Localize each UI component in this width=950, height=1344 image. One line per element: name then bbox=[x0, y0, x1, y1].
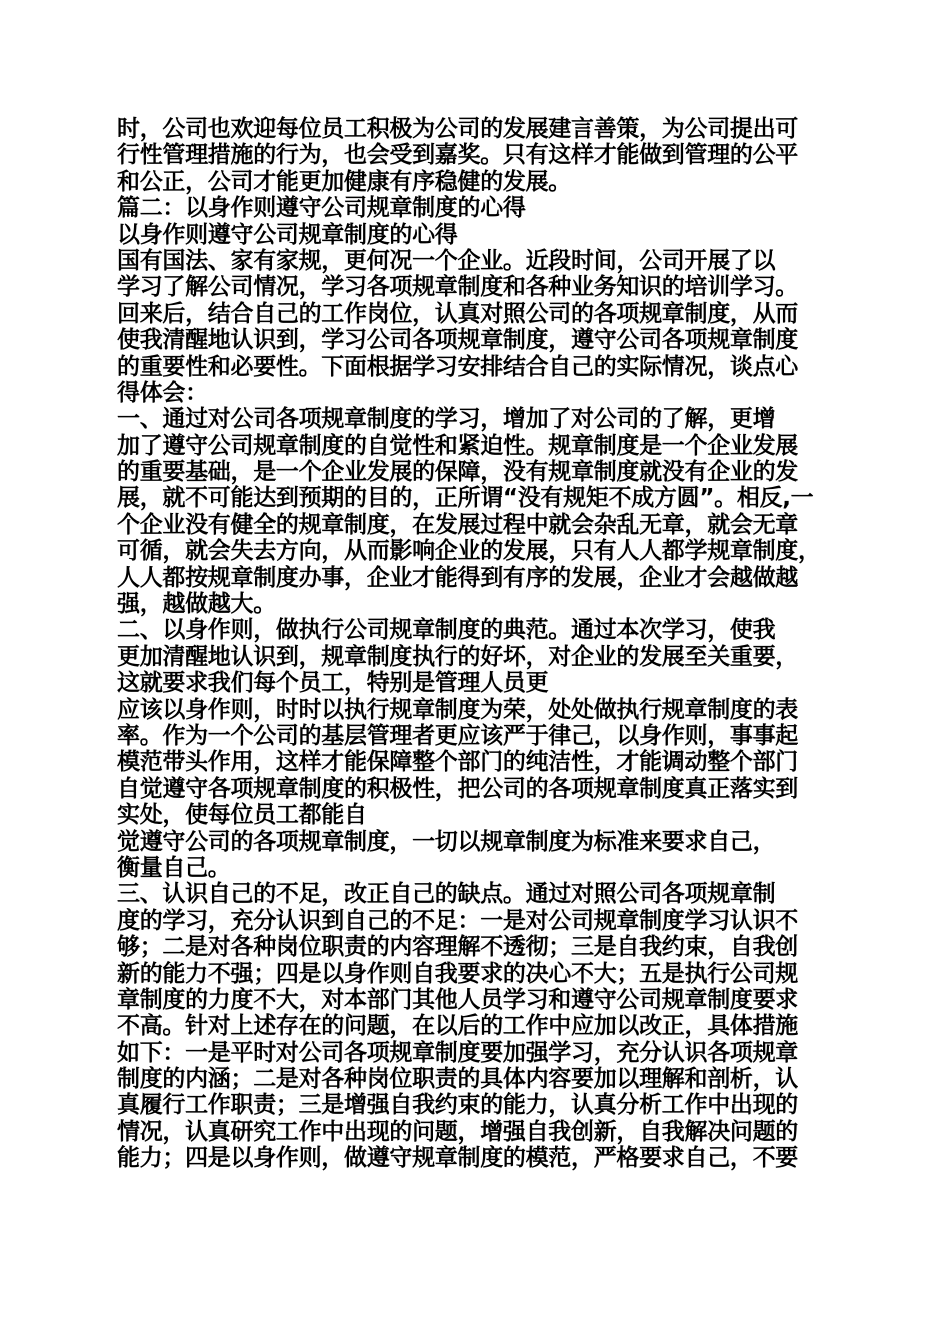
text-line: 的重要基础，是一个企业发展的保障，没有规章制度就没有企业的发 bbox=[117, 459, 799, 486]
text-line: 三、认识自己的不足，改正自己的缺点。通过对照公司各项规章制 bbox=[117, 881, 776, 908]
text-line: 实处，使每位员工都能自 bbox=[117, 802, 367, 829]
text-line: 度的学习，充分认识到自己的不足：一是对公司规章制度学习认识不 bbox=[117, 907, 799, 934]
text-line: 衡量自己。 bbox=[117, 854, 231, 881]
text-line: 二、以身作则，做执行公司规章制度的典范。通过本次学习，使我 bbox=[117, 617, 776, 644]
text-line: 模范带头作用，这样才能保障整个部门的纯洁性，才能调动整个部门 bbox=[117, 749, 799, 776]
text-line: 的重要性和必要性。下面根据学习安排结合自己的实际情况，谈点心 bbox=[117, 353, 799, 380]
text-line: 真履行工作职责；三是增强自我约束的能力，认真分析工作中出现的 bbox=[117, 1092, 799, 1119]
text-line: 能力；四是以身作则，做遵守规章制度的模范，严格要求自己，不要 bbox=[117, 1145, 799, 1172]
text-line: 如下：一是平时对公司各项规章制度要加强学习，充分认识各项规章 bbox=[117, 1039, 799, 1066]
text-line: 够；二是对各种岗位职责的内容理解不透彻；三是自我约束，自我创 bbox=[117, 934, 799, 961]
text-line: 国有国法、家有家规，更何况一个企业。近段时间，公司开展了以 bbox=[117, 247, 776, 274]
text-line: 率。作为一个公司的基层管理者更应该严于律己，以身作则，事事起 bbox=[117, 722, 799, 749]
text-line: 章制度的力度不大，对本部门其他人员学习和遵守公司规章制度要求 bbox=[117, 986, 799, 1013]
text-line: 制度的内涵；二是对各种岗位职责的具体内容要加以理解和剖析，认 bbox=[117, 1066, 799, 1093]
text-line: 可循，就会失去方向，从而影响企业的发展，只有人人都学规章制度， bbox=[117, 538, 821, 565]
text-line: 应该以身作则，时时以执行规章制度为荣，处处做执行规章制度的表 bbox=[117, 696, 799, 723]
text-line: 展，就不可能达到预期的目的，正所谓“没有规矩不成方圆”。相反,一 bbox=[117, 485, 814, 512]
text-line: 得体会： bbox=[117, 379, 208, 406]
text-line: 这就要求我们每个员工，特别是管理人员更 bbox=[117, 670, 549, 697]
text-line: 使我清醒地认识到，学习公司各项规章制度，遵守公司各项规章制度 bbox=[117, 327, 799, 354]
text-line: 篇二：以身作则遵守公司规章制度的心得 bbox=[117, 195, 526, 222]
text-line: 加了遵守公司规章制度的自觉性和紧迫性。规章制度是一个企业发展 bbox=[117, 432, 799, 459]
text-line: 新的能力不强；四是以身作则自我要求的决心不大；五是执行公司规 bbox=[117, 960, 799, 987]
text-line: 情况，认真研究工作中出现的问题，增强自我创新，自我解决问题的 bbox=[117, 1118, 799, 1145]
text-line: 一、通过对公司各项规章制度的学习，增加了对公司的了解，更增 bbox=[117, 406, 776, 433]
text-line: 以身作则遵守公司规章制度的心得 bbox=[117, 221, 458, 248]
text-line: 时，公司也欢迎每位员工积极为公司的发展建言善策，为公司提出可 bbox=[117, 116, 799, 142]
text-line: 行性管理措施的行为，也会受到嘉奖。只有这样才能做到管理的公平 bbox=[117, 142, 799, 169]
text-line: 觉遵守公司的各项规章制度，一切以规章制度为标准来要求自己， bbox=[117, 828, 776, 855]
text-line: 自觉遵守各项规章制度的积极性，把公司的各项规章制度真正落实到 bbox=[117, 775, 799, 802]
text-line: 不高。针对上述存在的问题，在以后的工作中应加以改正，具体措施 bbox=[117, 1013, 799, 1040]
document-body bbox=[117, 116, 847, 1172]
text-line: 强，越做越大。 bbox=[117, 591, 276, 618]
text-line: 更加清醒地认识到，规章制度执行的好坏，对企业的发展至关重要， bbox=[117, 643, 799, 670]
text-line: 个企业没有健全的规章制度，在发展过程中就会杂乱无章，就会无章 bbox=[117, 511, 799, 538]
text-line: 回来后，结合自己的工作岗位，认真对照公司的各项规章制度，从而 bbox=[117, 300, 799, 327]
text-line: 和公正，公司才能更加健康有序稳健的发展。 bbox=[117, 168, 572, 195]
text-line: 人人都按规章制度办事，企业才能得到有序的发展，企业才会越做越 bbox=[117, 564, 799, 591]
text-line: 学习了解公司情况，学习各项规章制度和各种业务知识的培训学习。 bbox=[117, 274, 799, 301]
